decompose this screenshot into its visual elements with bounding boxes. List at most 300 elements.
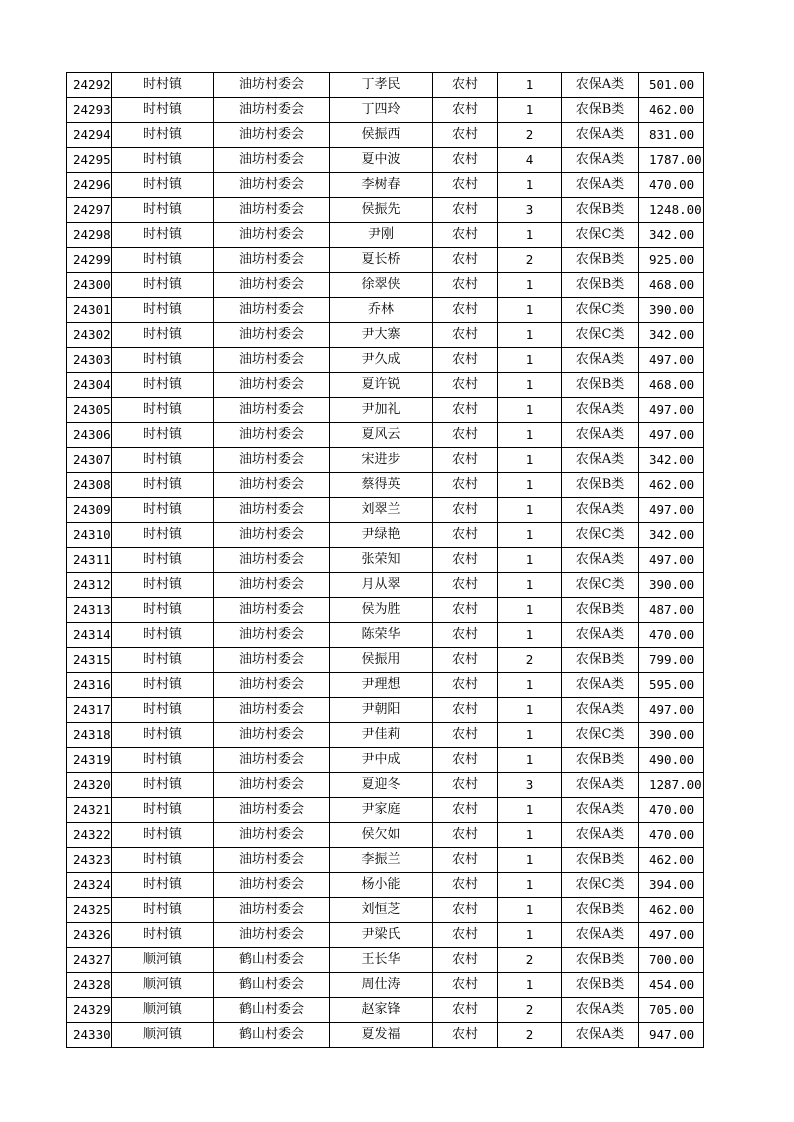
- name-cell: 月从翠: [330, 573, 433, 598]
- household-type-cell: 农村: [433, 348, 498, 373]
- amount-cell: 497.00: [639, 698, 704, 723]
- table-body: [67, 73, 704, 1048]
- household-type-cell: 农村: [433, 223, 498, 248]
- household-type-cell: 农村: [433, 548, 498, 573]
- insurance-category-cell: 农保A类: [562, 173, 639, 198]
- insurance-category-cell: 农保A类: [562, 923, 639, 948]
- town-cell: 时村镇: [112, 923, 214, 948]
- household-type-cell: 农村: [433, 948, 498, 973]
- town-cell: 时村镇: [112, 648, 214, 673]
- household-type-cell: 农村: [433, 148, 498, 173]
- insurance-category-cell: 农保C类: [562, 723, 639, 748]
- record-id-cell: 24328: [67, 973, 112, 998]
- table-row: [67, 848, 704, 873]
- village-committee-cell: 油坊村委会: [214, 623, 330, 648]
- village-committee-cell: 油坊村委会: [214, 373, 330, 398]
- household-size-cell: 1: [498, 498, 562, 523]
- record-id-cell: 24327: [67, 948, 112, 973]
- name-cell: 尹加礼: [330, 398, 433, 423]
- town-cell: 时村镇: [112, 98, 214, 123]
- village-committee-cell: 油坊村委会: [214, 448, 330, 473]
- name-cell: 夏许锐: [330, 373, 433, 398]
- household-size-cell: 1: [498, 323, 562, 348]
- insurance-category-cell: 农保A类: [562, 673, 639, 698]
- household-size-cell: 1: [498, 448, 562, 473]
- table-row: [67, 998, 704, 1023]
- insurance-category-cell: 农保C类: [562, 298, 639, 323]
- household-type-cell: 农村: [433, 323, 498, 348]
- name-cell: 尹刚: [330, 223, 433, 248]
- amount-cell: 454.00: [639, 973, 704, 998]
- household-type-cell: 农村: [433, 748, 498, 773]
- insurance-category-cell: 农保B类: [562, 948, 639, 973]
- household-type-cell: 农村: [433, 723, 498, 748]
- household-size-cell: 1: [498, 298, 562, 323]
- table-row: [67, 623, 704, 648]
- name-cell: 刘恒芝: [330, 898, 433, 923]
- town-cell: 时村镇: [112, 623, 214, 648]
- table-row: [67, 473, 704, 498]
- household-type-cell: 农村: [433, 473, 498, 498]
- name-cell: 乔林: [330, 298, 433, 323]
- household-size-cell: 2: [498, 648, 562, 673]
- household-size-cell: 2: [498, 123, 562, 148]
- household-type-cell: 农村: [433, 423, 498, 448]
- amount-cell: 831.00: [639, 123, 704, 148]
- amount-cell: 342.00: [639, 523, 704, 548]
- table-row: [67, 598, 704, 623]
- village-committee-cell: 油坊村委会: [214, 823, 330, 848]
- household-type-cell: 农村: [433, 623, 498, 648]
- table-row: [67, 873, 704, 898]
- record-id-cell: 24306: [67, 423, 112, 448]
- table-row: [67, 948, 704, 973]
- town-cell: 时村镇: [112, 123, 214, 148]
- household-type-cell: 农村: [433, 823, 498, 848]
- village-committee-cell: 油坊村委会: [214, 198, 330, 223]
- village-committee-cell: 油坊村委会: [214, 898, 330, 923]
- name-cell: 丁孝民: [330, 73, 433, 98]
- table-row: [67, 98, 704, 123]
- table-row: [67, 273, 704, 298]
- insurance-category-cell: 农保A类: [562, 423, 639, 448]
- household-size-cell: 1: [498, 698, 562, 723]
- insurance-category-cell: 农保A类: [562, 998, 639, 1023]
- town-cell: 时村镇: [112, 823, 214, 848]
- household-size-cell: 1: [498, 898, 562, 923]
- amount-cell: 1248.00: [639, 198, 704, 223]
- name-cell: 夏中波: [330, 148, 433, 173]
- name-cell: 尹久成: [330, 348, 433, 373]
- household-size-cell: 1: [498, 573, 562, 598]
- village-committee-cell: 油坊村委会: [214, 348, 330, 373]
- village-committee-cell: 油坊村委会: [214, 223, 330, 248]
- insurance-category-cell: 农保B类: [562, 598, 639, 623]
- record-id-cell: 24297: [67, 198, 112, 223]
- record-id-cell: 24330: [67, 1023, 112, 1048]
- insurance-category-cell: 农保A类: [562, 348, 639, 373]
- household-type-cell: 农村: [433, 798, 498, 823]
- village-committee-cell: 油坊村委会: [214, 73, 330, 98]
- name-cell: 陈荣华: [330, 623, 433, 648]
- record-id-cell: 24325: [67, 898, 112, 923]
- amount-cell: 497.00: [639, 348, 704, 373]
- insurance-category-cell: 农保B类: [562, 98, 639, 123]
- household-size-cell: 2: [498, 998, 562, 1023]
- record-id-cell: 24329: [67, 998, 112, 1023]
- town-cell: 时村镇: [112, 873, 214, 898]
- town-cell: 时村镇: [112, 673, 214, 698]
- amount-cell: 394.00: [639, 873, 704, 898]
- table-row: [67, 73, 704, 98]
- household-size-cell: 2: [498, 248, 562, 273]
- record-id-cell: 24295: [67, 148, 112, 173]
- record-id-cell: 24307: [67, 448, 112, 473]
- amount-cell: 497.00: [639, 498, 704, 523]
- village-committee-cell: 油坊村委会: [214, 523, 330, 548]
- insurance-category-cell: 农保A类: [562, 698, 639, 723]
- insurance-category-cell: 农保B类: [562, 898, 639, 923]
- table-row: [67, 398, 704, 423]
- amount-cell: 705.00: [639, 998, 704, 1023]
- record-id-cell: 24310: [67, 523, 112, 548]
- name-cell: 张荣知: [330, 548, 433, 573]
- table-row: [67, 748, 704, 773]
- village-committee-cell: 油坊村委会: [214, 773, 330, 798]
- record-id-cell: 24298: [67, 223, 112, 248]
- town-cell: 时村镇: [112, 423, 214, 448]
- household-type-cell: 农村: [433, 73, 498, 98]
- insurance-category-cell: 农保C类: [562, 573, 639, 598]
- record-id-cell: 24303: [67, 348, 112, 373]
- name-cell: 侯振用: [330, 648, 433, 673]
- record-id-cell: 24317: [67, 698, 112, 723]
- village-committee-cell: 油坊村委会: [214, 598, 330, 623]
- town-cell: 时村镇: [112, 248, 214, 273]
- household-size-cell: 1: [498, 73, 562, 98]
- town-cell: 时村镇: [112, 473, 214, 498]
- town-cell: 时村镇: [112, 173, 214, 198]
- household-size-cell: 1: [498, 723, 562, 748]
- household-type-cell: 农村: [433, 848, 498, 873]
- household-type-cell: 农村: [433, 198, 498, 223]
- insurance-category-cell: 农保C类: [562, 873, 639, 898]
- insurance-category-cell: 农保A类: [562, 773, 639, 798]
- table-row: [67, 773, 704, 798]
- village-committee-cell: 油坊村委会: [214, 298, 330, 323]
- name-cell: 李振兰: [330, 848, 433, 873]
- town-cell: 时村镇: [112, 698, 214, 723]
- insurance-category-cell: 农保A类: [562, 798, 639, 823]
- household-size-cell: 1: [498, 823, 562, 848]
- insurance-category-cell: 农保B类: [562, 848, 639, 873]
- village-committee-cell: 油坊村委会: [214, 173, 330, 198]
- household-size-cell: 1: [498, 223, 562, 248]
- name-cell: 宋进步: [330, 448, 433, 473]
- name-cell: 尹绿艳: [330, 523, 433, 548]
- record-id-cell: 24308: [67, 473, 112, 498]
- town-cell: 时村镇: [112, 448, 214, 473]
- household-size-cell: 3: [498, 198, 562, 223]
- table-row: [67, 123, 704, 148]
- amount-cell: 497.00: [639, 923, 704, 948]
- village-committee-cell: 油坊村委会: [214, 548, 330, 573]
- amount-cell: 925.00: [639, 248, 704, 273]
- record-id-cell: 24314: [67, 623, 112, 648]
- village-committee-cell: 油坊村委会: [214, 573, 330, 598]
- village-committee-cell: 油坊村委会: [214, 398, 330, 423]
- amount-cell: 497.00: [639, 398, 704, 423]
- town-cell: 时村镇: [112, 498, 214, 523]
- name-cell: 夏风云: [330, 423, 433, 448]
- amount-cell: 462.00: [639, 898, 704, 923]
- name-cell: 侯欠如: [330, 823, 433, 848]
- household-type-cell: 农村: [433, 373, 498, 398]
- village-committee-cell: 油坊村委会: [214, 473, 330, 498]
- record-id-cell: 24326: [67, 923, 112, 948]
- insurance-category-cell: 农保A类: [562, 498, 639, 523]
- table-row: [67, 248, 704, 273]
- amount-cell: 799.00: [639, 648, 704, 673]
- village-committee-cell: 鹤山村委会: [214, 948, 330, 973]
- town-cell: 时村镇: [112, 148, 214, 173]
- town-cell: 时村镇: [112, 348, 214, 373]
- name-cell: 杨小能: [330, 873, 433, 898]
- village-committee-cell: 鹤山村委会: [214, 973, 330, 998]
- household-size-cell: 1: [498, 398, 562, 423]
- insurance-category-cell: 农保A类: [562, 123, 639, 148]
- insurance-category-cell: 农保A类: [562, 823, 639, 848]
- record-id-cell: 24316: [67, 673, 112, 698]
- table-row: [67, 923, 704, 948]
- household-type-cell: 农村: [433, 873, 498, 898]
- village-committee-cell: 油坊村委会: [214, 848, 330, 873]
- household-type-cell: 农村: [433, 448, 498, 473]
- name-cell: 尹佳莉: [330, 723, 433, 748]
- household-type-cell: 农村: [433, 973, 498, 998]
- insurance-category-cell: 农保A类: [562, 148, 639, 173]
- town-cell: 时村镇: [112, 548, 214, 573]
- amount-cell: 390.00: [639, 298, 704, 323]
- household-size-cell: 1: [498, 98, 562, 123]
- amount-cell: 497.00: [639, 423, 704, 448]
- name-cell: 侯振西: [330, 123, 433, 148]
- village-committee-cell: 油坊村委会: [214, 123, 330, 148]
- amount-cell: 470.00: [639, 173, 704, 198]
- household-size-cell: 3: [498, 773, 562, 798]
- name-cell: 夏迎冬: [330, 773, 433, 798]
- name-cell: 尹大寨: [330, 323, 433, 348]
- insurance-category-cell: 农保A类: [562, 1023, 639, 1048]
- table-row: [67, 823, 704, 848]
- town-cell: 顺河镇: [112, 1023, 214, 1048]
- town-cell: 时村镇: [112, 198, 214, 223]
- village-committee-cell: 油坊村委会: [214, 498, 330, 523]
- household-type-cell: 农村: [433, 248, 498, 273]
- table-row: [67, 573, 704, 598]
- name-cell: 尹中成: [330, 748, 433, 773]
- village-committee-cell: 油坊村委会: [214, 673, 330, 698]
- insurance-category-cell: 农保C类: [562, 223, 639, 248]
- record-id-cell: 24305: [67, 398, 112, 423]
- insurance-category-cell: 农保A类: [562, 623, 639, 648]
- amount-cell: 390.00: [639, 573, 704, 598]
- amount-cell: 462.00: [639, 848, 704, 873]
- amount-cell: 342.00: [639, 223, 704, 248]
- village-committee-cell: 油坊村委会: [214, 748, 330, 773]
- town-cell: 时村镇: [112, 848, 214, 873]
- amount-cell: 501.00: [639, 73, 704, 98]
- town-cell: 顺河镇: [112, 998, 214, 1023]
- village-committee-cell: 油坊村委会: [214, 423, 330, 448]
- village-committee-cell: 油坊村委会: [214, 323, 330, 348]
- record-id-cell: 24294: [67, 123, 112, 148]
- household-size-cell: 1: [498, 598, 562, 623]
- household-type-cell: 农村: [433, 523, 498, 548]
- household-size-cell: 1: [498, 373, 562, 398]
- table-row: [67, 148, 704, 173]
- household-type-cell: 农村: [433, 273, 498, 298]
- household-size-cell: 1: [498, 973, 562, 998]
- insurance-category-cell: 农保A类: [562, 398, 639, 423]
- insurance-category-cell: 农保B类: [562, 273, 639, 298]
- amount-cell: 947.00: [639, 1023, 704, 1048]
- table-row: [67, 348, 704, 373]
- record-id-cell: 24320: [67, 773, 112, 798]
- name-cell: 丁四玲: [330, 98, 433, 123]
- town-cell: 时村镇: [112, 223, 214, 248]
- amount-cell: 1287.00: [639, 773, 704, 798]
- record-id-cell: 24322: [67, 823, 112, 848]
- amount-cell: 595.00: [639, 673, 704, 698]
- table-row: [67, 648, 704, 673]
- village-committee-cell: 鹤山村委会: [214, 998, 330, 1023]
- town-cell: 时村镇: [112, 748, 214, 773]
- household-type-cell: 农村: [433, 648, 498, 673]
- household-type-cell: 农村: [433, 773, 498, 798]
- record-id-cell: 24319: [67, 748, 112, 773]
- village-committee-cell: 油坊村委会: [214, 723, 330, 748]
- record-id-cell: 24313: [67, 598, 112, 623]
- village-committee-cell: 油坊村委会: [214, 698, 330, 723]
- table-row: [67, 423, 704, 448]
- record-id-cell: 24301: [67, 298, 112, 323]
- amount-cell: 468.00: [639, 373, 704, 398]
- name-cell: 尹朝阳: [330, 698, 433, 723]
- household-size-cell: 1: [498, 848, 562, 873]
- town-cell: 顺河镇: [112, 948, 214, 973]
- table-row: [67, 523, 704, 548]
- town-cell: 时村镇: [112, 723, 214, 748]
- name-cell: 尹梁氏: [330, 923, 433, 948]
- household-type-cell: 农村: [433, 1023, 498, 1048]
- name-cell: 徐翠侠: [330, 273, 433, 298]
- village-committee-cell: 油坊村委会: [214, 648, 330, 673]
- record-id-cell: 24315: [67, 648, 112, 673]
- table-row: [67, 448, 704, 473]
- household-size-cell: 1: [498, 623, 562, 648]
- insurance-category-cell: 农保B类: [562, 248, 639, 273]
- household-type-cell: 农村: [433, 573, 498, 598]
- insurance-category-cell: 农保B类: [562, 648, 639, 673]
- name-cell: 尹理想: [330, 673, 433, 698]
- amount-cell: 342.00: [639, 448, 704, 473]
- relief-roster-table: [66, 72, 704, 1048]
- town-cell: 时村镇: [112, 598, 214, 623]
- town-cell: 时村镇: [112, 373, 214, 398]
- village-committee-cell: 油坊村委会: [214, 98, 330, 123]
- table-row: [67, 323, 704, 348]
- amount-cell: 487.00: [639, 598, 704, 623]
- insurance-category-cell: 农保B类: [562, 973, 639, 998]
- village-committee-cell: 油坊村委会: [214, 798, 330, 823]
- household-size-cell: 1: [498, 273, 562, 298]
- household-size-cell: 1: [498, 798, 562, 823]
- village-committee-cell: 油坊村委会: [214, 273, 330, 298]
- amount-cell: 470.00: [639, 823, 704, 848]
- table-row: [67, 223, 704, 248]
- record-id-cell: 24318: [67, 723, 112, 748]
- table-row: [67, 698, 704, 723]
- household-type-cell: 农村: [433, 998, 498, 1023]
- table-row: [67, 198, 704, 223]
- village-committee-cell: 油坊村委会: [214, 923, 330, 948]
- town-cell: 顺河镇: [112, 973, 214, 998]
- household-type-cell: 农村: [433, 123, 498, 148]
- name-cell: 侯为胜: [330, 598, 433, 623]
- name-cell: 夏发福: [330, 1023, 433, 1048]
- amount-cell: 342.00: [639, 323, 704, 348]
- village-committee-cell: 油坊村委会: [214, 873, 330, 898]
- amount-cell: 1787.00: [639, 148, 704, 173]
- amount-cell: 462.00: [639, 473, 704, 498]
- household-type-cell: 农村: [433, 298, 498, 323]
- record-id-cell: 24324: [67, 873, 112, 898]
- household-size-cell: 4: [498, 148, 562, 173]
- table-row: [67, 898, 704, 923]
- household-size-cell: 1: [498, 173, 562, 198]
- insurance-category-cell: 农保A类: [562, 448, 639, 473]
- insurance-category-cell: 农保B类: [562, 748, 639, 773]
- town-cell: 时村镇: [112, 573, 214, 598]
- name-cell: 刘翠兰: [330, 498, 433, 523]
- household-size-cell: 1: [498, 923, 562, 948]
- name-cell: 李树春: [330, 173, 433, 198]
- name-cell: 王长华: [330, 948, 433, 973]
- household-type-cell: 农村: [433, 898, 498, 923]
- insurance-category-cell: 农保C类: [562, 523, 639, 548]
- household-size-cell: 1: [498, 348, 562, 373]
- household-type-cell: 农村: [433, 598, 498, 623]
- household-size-cell: 1: [498, 523, 562, 548]
- insurance-category-cell: 农保B类: [562, 473, 639, 498]
- record-id-cell: 24299: [67, 248, 112, 273]
- village-committee-cell: 鹤山村委会: [214, 1023, 330, 1048]
- name-cell: 周仕涛: [330, 973, 433, 998]
- amount-cell: 490.00: [639, 748, 704, 773]
- record-id-cell: 24300: [67, 273, 112, 298]
- town-cell: 时村镇: [112, 323, 214, 348]
- insurance-category-cell: 农保A类: [562, 548, 639, 573]
- record-id-cell: 24323: [67, 848, 112, 873]
- table-row: [67, 373, 704, 398]
- household-size-cell: 1: [498, 873, 562, 898]
- amount-cell: 497.00: [639, 548, 704, 573]
- table-row: [67, 973, 704, 998]
- amount-cell: 700.00: [639, 948, 704, 973]
- record-id-cell: 24311: [67, 548, 112, 573]
- insurance-category-cell: 农保B类: [562, 198, 639, 223]
